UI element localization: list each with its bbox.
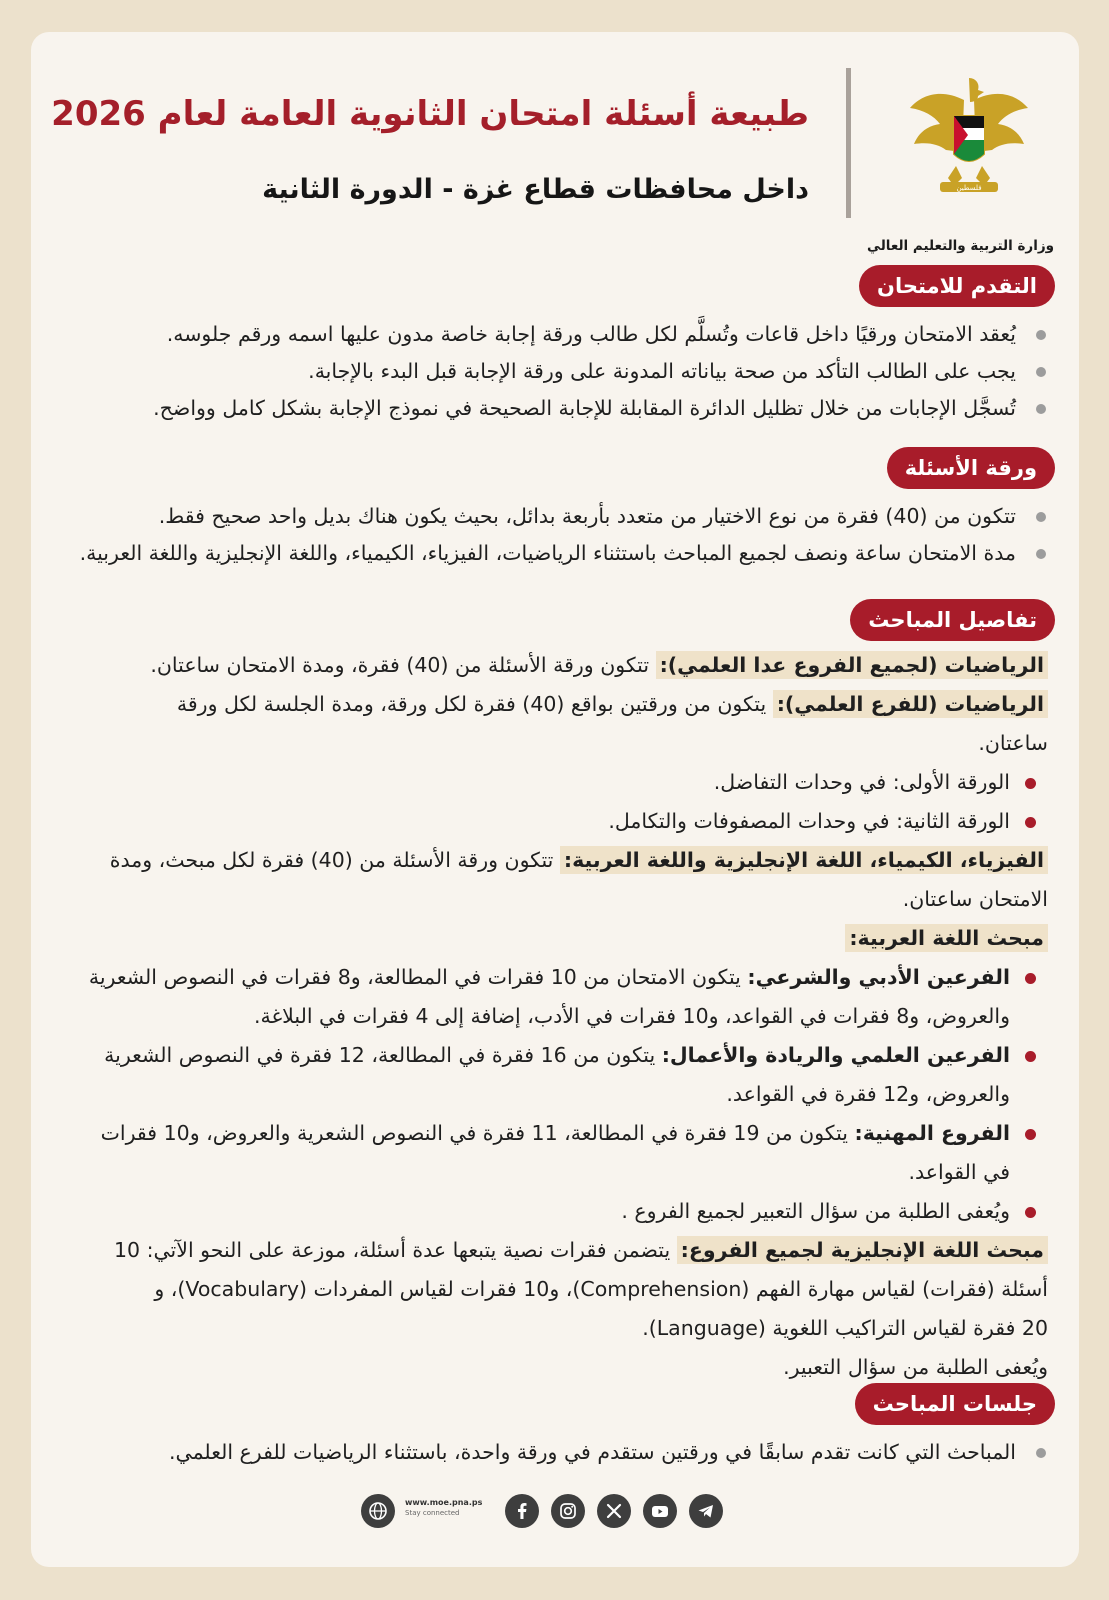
math-sci-text-cont: ساعتان. [978,731,1048,755]
math-scientific [49,685,1048,724]
bullet-icon [1025,1051,1036,1062]
list-item-text: الورقة الثانية: في وحدات المصفوفات والتكامل. [608,809,1010,833]
list-item-text: المباحث التي كانت تقدم سابقًا في ورقتين ستقدم في ورقة واحدة، باستثناء الرياضيات للفرع العلمي. [168,1440,1016,1464]
x-icon[interactable] [597,1494,631,1528]
english-text: يتضمن فقرات نصية يتبعها عدة أسئلة، موزعة على النحو الآتي: 10 [113,1238,677,1262]
list-item [49,1434,1046,1471]
math-papers-list [49,763,1048,841]
ministry-name: وزارة التربية والتعليم العالي [867,238,1054,254]
english-text-cont: 20 فقرة لقياس التراكيب اللغوية (Language). [642,1316,1048,1340]
list-item-text: والعروض، و12 فقرة في القواعد. [726,1082,1010,1106]
bullet-icon [1025,1207,1036,1218]
section-pill-subject-details: تفاصيل المباحث [850,599,1055,641]
bullet-icon [1025,817,1036,828]
english-text-cont: ويُعفى الطلبة من سؤال التعبير. [783,1355,1048,1379]
website-url[interactable]: www.moe.pna.ps [405,1498,483,1507]
bullet-icon [1025,778,1036,789]
bullet-icon [1036,512,1046,522]
list-item [49,1036,1048,1114]
list-item [49,535,1046,572]
globe-icon[interactable] [361,1494,395,1528]
list-item-text: يتكون الامتحان من 10 فقرات في المطالعة، و8 فقرات في النصوص الشعرية [88,965,748,989]
list-item [49,316,1046,353]
page-subtitle: داخل محافظات قطاع غزة - الدورة الثانية [262,174,809,205]
list-item-text: يُعقد الامتحان ورقيًا داخل قاعات وتُسلَّم لكل طالب ورقة إجابة خاصة مدون عليها اسمه ورقم جلوسه. [166,322,1016,346]
youtube-icon[interactable] [643,1494,677,1528]
math-sci-heading: الرياضيات (للفرع العلمي): [773,690,1048,718]
eagle-emblem-icon [904,70,1034,200]
bullet-icon [1025,1129,1036,1140]
list-item [49,763,1048,802]
section-pill-exam-progress: التقدم للامتحان [859,265,1055,307]
bullet-icon [1036,404,1046,414]
list-item-heading: الفرعين العلمي والريادة والأعمال: [661,1043,1010,1067]
list-item [49,1192,1048,1231]
sessions-list [49,1434,1046,1471]
list-item [49,390,1046,427]
footer [361,1490,761,1530]
arabic-heading: مبحث اللغة العربية: [845,924,1048,952]
list-item-heading: الفروع المهنية: [854,1121,1010,1145]
list-item-text: يجب على الطالب التأكد من صحة بياناته المدونة على ورقة الإجابة قبل البدء بالإجابة. [308,359,1016,383]
list-item [49,958,1048,1036]
stay-connected-text: Stay connected [405,1509,460,1517]
sciences-heading: الفيزياء، الكيمياء، اللغة الإنجليزية واللغة العربية: [560,846,1048,874]
page-title: طبيعة أسئلة امتحان الثانوية العامة لعام 2026 [51,94,809,134]
list-item-text: ويُعفى الطلبة من سؤال التعبير لجميع الفروع . [621,1199,1010,1223]
section-pill-question-paper: ورقة الأسئلة [887,447,1055,489]
bullet-icon [1036,330,1046,340]
english-heading: مبحث اللغة الإنجليزية لجميع الفروع: [677,1236,1048,1264]
question-paper-list [49,498,1046,572]
bullet-icon [1036,367,1046,377]
list-item-heading: الفرعين الأدبي والشرعي: [747,965,1010,989]
list-item-text: تُسجَّل الإجابات من خلال تظليل الدائرة المقابلة للإجابة الصحيحة في نموذج الإجابة بشكل كامل وواضح. [153,396,1016,420]
emblem-text: فلسطين [956,184,982,192]
list-item-text: الورقة الأولى: في وحدات التفاضل. [713,770,1010,794]
math-non-sci-heading: الرياضيات (لجميع الفروع عدا العلمي): [656,651,1048,679]
sciences-text: تتكون ورقة الأسئلة من (40) فقرة لكل مبحث، ومدة [109,848,560,872]
facebook-icon[interactable] [505,1494,539,1528]
list-item [49,802,1048,841]
exam-progress-list [49,316,1046,427]
list-item [49,498,1046,535]
list-item-text: يتكون من 19 فقرة في المطالعة، 11 فقرة في النصوص الشعرية والعروض، و10 فقرات [100,1121,855,1145]
section-pill-sessions: جلسات المباحث [855,1383,1055,1425]
math-non-scientific [49,646,1048,685]
list-item-text: والعروض، و8 فقرات في القواعد، و10 فقرات في الأدب، إضافة إلى 4 فقرات في البلاغة. [253,1004,1010,1028]
subject-details [49,646,1048,1387]
list-item-text: تتكون من (40) فقرة من نوع الاختيار من متعدد بأربعة بدائل، بحيث يكون هناك بديل واحد صحيح فقط. [158,504,1016,528]
header-divider [846,68,851,218]
list-item-text: يتكون من 16 فقرة في المطالعة، 12 فقرة في النصوص الشعرية [104,1043,662,1067]
instagram-icon[interactable] [551,1494,585,1528]
content-card [31,32,1079,1567]
ministry-logo [867,70,1064,260]
bullet-icon [1036,1448,1046,1458]
arabic-subject [49,919,1048,958]
list-item-text: في القواعد. [908,1160,1010,1184]
sciences-languages [49,841,1048,880]
math-non-sci-text: تتكون ورقة الأسئلة من (40) فقرة، ومدة الامتحان ساعتان. [150,653,656,677]
telegram-icon[interactable] [689,1494,723,1528]
arabic-list [49,958,1048,1231]
sciences-text-cont: الامتحان ساعتان. [902,887,1048,911]
english-subject [49,1231,1048,1270]
list-item [49,1114,1048,1192]
bullet-icon [1036,549,1046,559]
list-item-text: مدة الامتحان ساعة ونصف لجميع المباحث باستثناء الرياضيات، الفيزياء، الكيمياء، واللغة الإنجليزية واللغة العربية. [79,541,1016,565]
bullet-icon [1025,973,1036,984]
math-sci-text: يتكون من ورقتين بواقع (40) فقرة لكل ورقة، ومدة الجلسة لكل ورقة [176,692,773,716]
list-item [49,353,1046,390]
english-text-cont: أسئلة (فقرات) لقياس مهارة الفهم (Comprehension)، و10 فقرات لقياس المفردات (Vocabulary)، و [154,1277,1048,1301]
